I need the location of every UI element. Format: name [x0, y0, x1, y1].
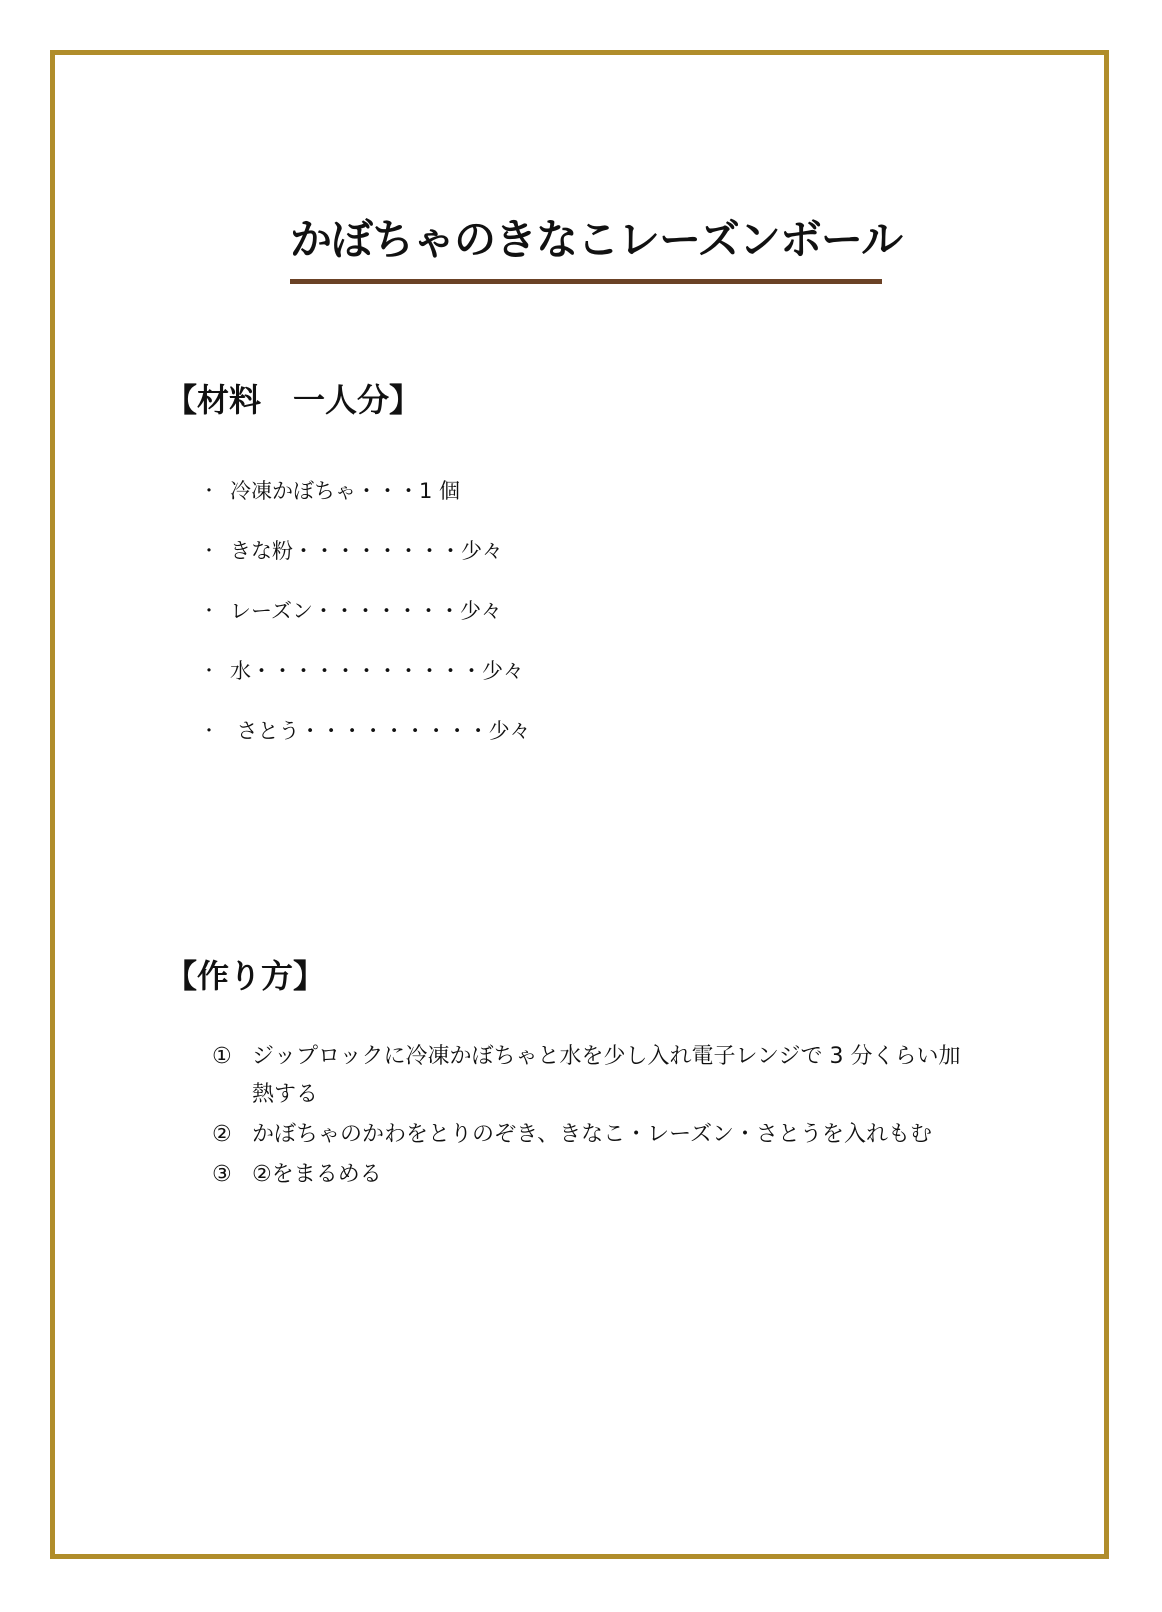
step-text: かぼちゃのかわをとりのぞき、きなこ・レーズン・さとうを入れもむ — [252, 1122, 933, 1147]
step-item — [212, 1156, 972, 1194]
bullet: ・ — [200, 541, 218, 562]
ingredients-heading: 【材料 一人分】 — [165, 381, 422, 419]
step-number: ③ — [212, 1162, 232, 1187]
steps-list — [212, 1038, 972, 1196]
ingredient-text: きな粉・・・・・・・・少々 — [230, 539, 503, 563]
ingredient-item — [200, 520, 531, 580]
ingredient-item — [200, 460, 531, 520]
ingredient-text: さとう・・・・・・・・・少々 — [230, 719, 531, 743]
ingredients-list — [200, 460, 531, 760]
method-heading: 【作り方】 — [165, 957, 326, 995]
ingredient-item — [200, 700, 531, 760]
ingredient-item — [200, 580, 531, 640]
recipe-title: かぼちゃのきなこレーズンボール — [290, 215, 903, 264]
ingredient-text: レーズン・・・・・・・少々 — [230, 599, 502, 623]
ingredient-text: 水・・・・・・・・・・・少々 — [230, 659, 524, 683]
bullet: ・ — [200, 481, 218, 502]
step-number: ② — [212, 1122, 232, 1147]
ingredient-text: 冷凍かぼちゃ・・・1 個 — [230, 479, 461, 503]
bullet: ・ — [200, 661, 218, 682]
step-item — [212, 1038, 972, 1114]
step-item — [212, 1116, 972, 1154]
bullet: ・ — [200, 601, 218, 622]
title-block — [290, 210, 903, 270]
bullet: ・ — [200, 721, 218, 742]
page-frame — [50, 50, 1109, 1559]
title-underline — [290, 279, 882, 284]
ingredient-item — [200, 640, 531, 700]
step-number: ① — [212, 1044, 232, 1069]
step-text: ジップロックに冷凍かぼちゃと水を少し入れ電子レンジで 3 分くらい加熱する — [252, 1044, 961, 1107]
step-text: ②をまるめる — [252, 1162, 382, 1187]
